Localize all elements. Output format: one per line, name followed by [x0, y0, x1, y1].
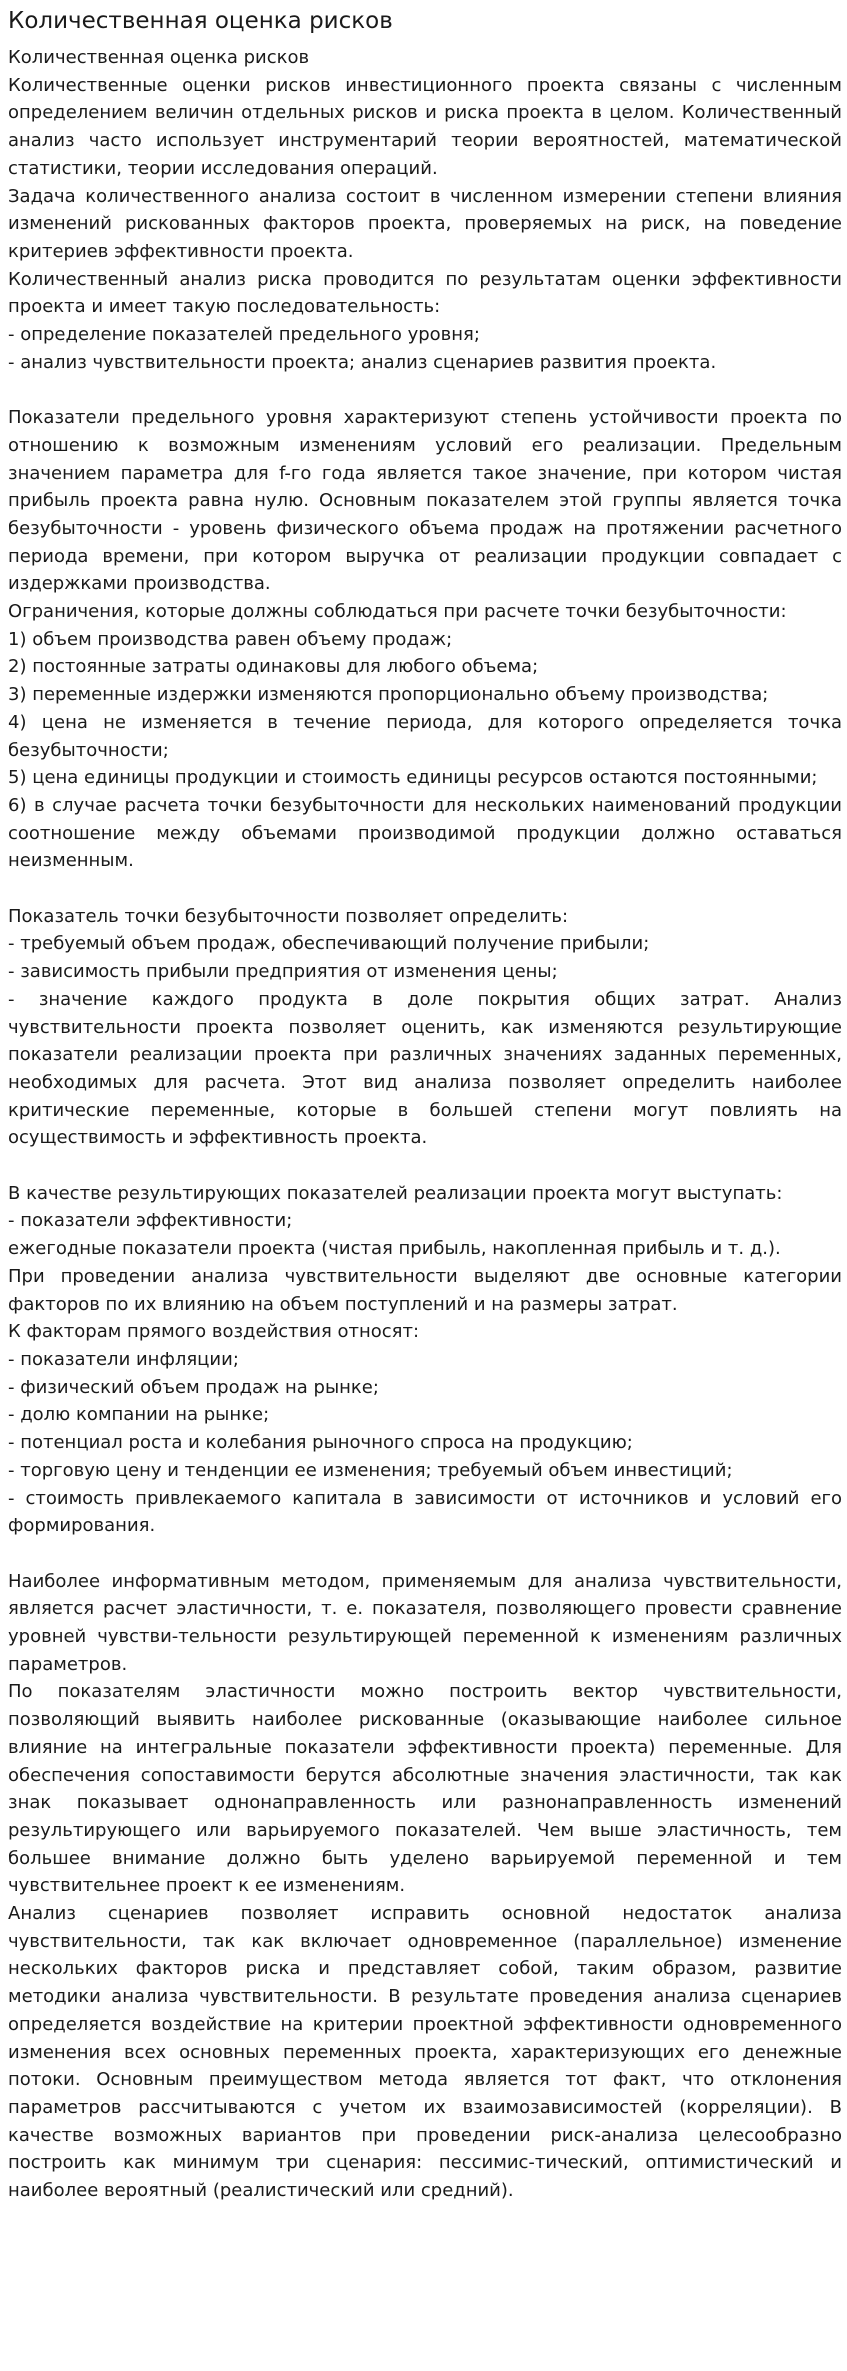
paragraph: В качестве результирующих показателей реализации проекта могут выступать:	[8, 1182, 783, 1204]
article-body	[8, 44, 842, 2205]
list-item: - потенциал роста и колебания рыночного спроса на продукцию;	[8, 1432, 633, 1454]
paragraph-gap	[8, 1540, 842, 1568]
paragraph-gap	[8, 376, 842, 404]
list-item: 1) объем производства равен объему продаж;	[8, 628, 453, 650]
list-item: - значение каждого продукта в доле покрытия общих затрат. Анализ чувствительности проекта позволяет оценить, как изменяются результирующие показатели реализации проекта при различных значениях заданных переменных, необходимых для расчета. Этот вид анализа позволяет определить наиболее критические переменные, которые в большей степени могут повлиять на осуществимость и эффективность проекта.	[8, 988, 842, 1149]
list-item: - долю компании на рынке;	[8, 1404, 270, 1426]
paragraph: Показатели предельного уровня характеризуют степень устойчивости проекта по отношению к возможным изменениям условий его реализации. Предельным значением параметра для f-го года является такое значение, при котором чистая прибыль проекта равна нулю. Основным показателем этой группы является точка безубыточности - уровень физического объема продаж на протяжении расчетного периода времени, при котором выручка от реализации продукции совпадает с издержками производства.	[8, 407, 842, 595]
list-item: 2) постоянные затраты одинаковы для любого объема;	[8, 656, 539, 678]
list-item: 4) цена не изменяется в течение периода, для которого определяется точка безубыточности;	[8, 711, 842, 761]
paragraph: При проведении анализа чувствительности выделяют две основные категории факторов по их влиянию на объем поступлений и на размеры затрат.	[8, 1265, 842, 1315]
paragraph-gap	[8, 1152, 842, 1180]
list-item: 3) переменные издержки изменяются пропорционально объему производства;	[8, 684, 769, 706]
paragraph: Анализ сценариев позволяет исправить основной недостаток анализа чувствительности, так как включает одновременное (параллельное) изменение нескольких факторов риска и представляет собой, таким образом, развитие методики анализа чувствительности. В результате проведения анализа сценариев определяется воздействие на критерии проектной эффективности одновременного изменения всех основных переменных проекта, характеризующих его денежные потоки. Основным преимуществом метода является тот факт, что отклонения параметров рассчитываются с учетом их взаимозависимостей (корреляции). В качестве возможных вариантов при проведении риск-анализа целесообразно построить как минимум три сценария: пессимис-тический, оптимистический и наиболее вероятный (реалистический или средний).	[8, 1903, 842, 2202]
list-item: 5) цена единицы продукции и стоимость единицы ресурсов остаются постоянными;	[8, 767, 818, 789]
list-item: - показатели эффективности;	[8, 1210, 293, 1232]
list-item: - физический объем продаж на рынке;	[8, 1376, 379, 1398]
paragraph: Показатель точки безубыточности позволяет определить:	[8, 905, 569, 927]
page-title: Количественная оценка рисков	[8, 8, 393, 34]
paragraph: По показателям эластичности можно построить вектор чувствительности, позволяющий выявить наиболее рискованные (оказывающие наиболее сильное влияние на интегральные показатели эффективности проекта) переменные. Для обеспечения сопоставимости берутся абсолютные значения эластичности, так как знак показывает однонаправленность или разнонаправленность изменений результирующего или варьируемого показателей. Чем выше эластичность, тем большее внимание должно быть уделено варьируемой переменной и тем чувствительнее проект к ее изменениям.	[8, 1681, 842, 1897]
list-item: ежегодные показатели проекта (чистая прибыль, накопленная прибыль и т. д.).	[8, 1238, 781, 1260]
list-item: - торговую цену и тенденции ее изменения; требуемый объем инвестиций;	[8, 1459, 733, 1481]
paragraph: Количественные оценки рисков инвестиционного проекта связаны с численным определением величин отдельных рисков и риска проекта в целом. Количественный анализ часто использует инструментарий теории вероятностей, математической статистики, теории исследования операций.	[8, 74, 842, 179]
paragraph-gap	[8, 875, 842, 903]
list-item: - зависимость прибыли предприятия от изменения цены;	[8, 961, 558, 983]
paragraph: Наиболее информативным методом, применяемым для анализа чувствительности, является расчет эластичности, т. е. показателя, позволяющего провести сравнение уровней чувстви-тельности результирующей переменной к изменениям различных параметров.	[8, 1570, 842, 1675]
list-item: - стоимость привлекаемого капитала в зависимости от источников и условий его формирования.	[8, 1487, 842, 1537]
list-item: - определение показателей предельного уровня;	[8, 324, 480, 346]
list-item: - требуемый объем продаж, обеспечивающий получение прибыли;	[8, 933, 650, 955]
list-item: - анализ чувствительности проекта; анализ сценариев развития проекта.	[8, 351, 717, 373]
article-subtitle: Количественная оценка рисков	[8, 47, 310, 68]
paragraph: К факторам прямого воздействия относят:	[8, 1321, 420, 1343]
list-item: - показатели инфляции;	[8, 1349, 239, 1370]
paragraph: Ограничения, которые должны соблюдаться при расчете точки безубыточности:	[8, 601, 787, 623]
list-item: 6) в случае расчета точки безубыточности для нескольких наименований продукции соотношение между объемами производимой продукции должно оставаться неизменным.	[8, 794, 842, 872]
paragraph: Количественный анализ риска проводится по результатам оценки эффективности проекта и имеет такую последовательность:	[8, 268, 842, 318]
paragraph: Задача количественного анализа состоит в численном измерении степени влияния изменений рискованных факторов проекта, проверяемых на риск, на поведение критериев эффективности проекта.	[8, 185, 842, 262]
